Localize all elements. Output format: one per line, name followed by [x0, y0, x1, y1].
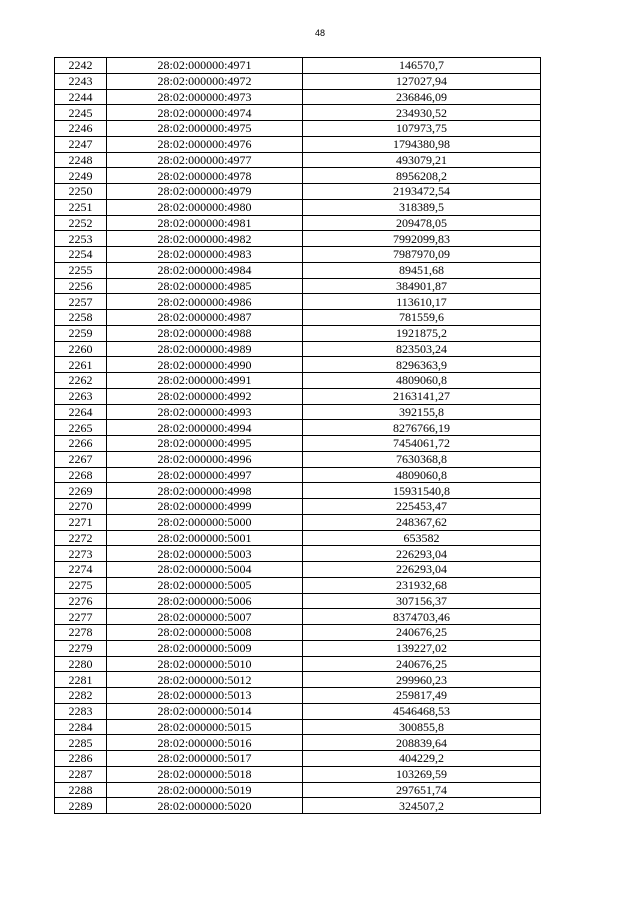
cadastral-number-cell: 28:02:000000:4989 — [107, 341, 303, 357]
row-index-cell: 2255 — [55, 262, 107, 278]
row-index-cell: 2249 — [55, 168, 107, 184]
cadastral-number-cell: 28:02:000000:4993 — [107, 404, 303, 420]
cadastral-number-cell: 28:02:000000:5008 — [107, 625, 303, 641]
cadastral-number-cell: 28:02:000000:5005 — [107, 577, 303, 593]
row-index-cell: 2246 — [55, 121, 107, 137]
value-cell: 7454061,72 — [303, 436, 541, 452]
value-cell: 4546468,53 — [303, 703, 541, 719]
cadastral-number-cell: 28:02:000000:5000 — [107, 514, 303, 530]
cadastral-number-cell: 28:02:000000:5016 — [107, 735, 303, 751]
value-cell: 2193472,54 — [303, 184, 541, 200]
row-index-cell: 2288 — [55, 782, 107, 798]
row-index-cell: 2242 — [55, 58, 107, 74]
value-cell: 225453,47 — [303, 499, 541, 515]
table-row — [55, 341, 541, 357]
cadastral-number-cell: 28:02:000000:5006 — [107, 593, 303, 609]
row-index-cell: 2285 — [55, 735, 107, 751]
value-cell: 7992099,83 — [303, 231, 541, 247]
row-index-cell: 2275 — [55, 577, 107, 593]
row-index-cell: 2284 — [55, 719, 107, 735]
value-cell: 103269,59 — [303, 766, 541, 782]
table-row — [55, 546, 541, 562]
value-cell: 113610,17 — [303, 294, 541, 310]
table-row — [55, 609, 541, 625]
cadastral-table — [54, 57, 541, 814]
value-cell: 8374703,46 — [303, 609, 541, 625]
value-cell: 653582 — [303, 530, 541, 546]
table-row — [55, 656, 541, 672]
row-index-cell: 2271 — [55, 514, 107, 530]
row-index-cell: 2289 — [55, 798, 107, 814]
cadastral-number-cell: 28:02:000000:4994 — [107, 420, 303, 436]
row-index-cell: 2259 — [55, 325, 107, 341]
row-index-cell: 2244 — [55, 89, 107, 105]
value-cell: 7987970,09 — [303, 247, 541, 263]
data-table-container — [54, 57, 541, 814]
value-cell: 299960,23 — [303, 672, 541, 688]
row-index-cell: 2254 — [55, 247, 107, 263]
table-row — [55, 247, 541, 263]
cadastral-number-cell: 28:02:000000:4972 — [107, 73, 303, 89]
value-cell: 15931540,8 — [303, 483, 541, 499]
cadastral-number-cell: 28:02:000000:4981 — [107, 215, 303, 231]
row-index-cell: 2252 — [55, 215, 107, 231]
table-row — [55, 373, 541, 389]
table-row — [55, 420, 541, 436]
row-index-cell: 2287 — [55, 766, 107, 782]
cadastral-number-cell: 28:02:000000:4996 — [107, 451, 303, 467]
cadastral-number-cell: 28:02:000000:5007 — [107, 609, 303, 625]
table-row — [55, 483, 541, 499]
table-row — [55, 593, 541, 609]
cadastral-number-cell: 28:02:000000:5010 — [107, 656, 303, 672]
row-index-cell: 2257 — [55, 294, 107, 310]
table-row — [55, 719, 541, 735]
cadastral-number-cell: 28:02:000000:4986 — [107, 294, 303, 310]
value-cell: 493079,21 — [303, 152, 541, 168]
value-cell: 234930,52 — [303, 105, 541, 121]
value-cell: 823503,24 — [303, 341, 541, 357]
cadastral-number-cell: 28:02:000000:4977 — [107, 152, 303, 168]
table-row — [55, 514, 541, 530]
table-row — [55, 798, 541, 814]
value-cell: 1921875,2 — [303, 325, 541, 341]
row-index-cell: 2273 — [55, 546, 107, 562]
table-row — [55, 325, 541, 341]
table-row — [55, 735, 541, 751]
table-row — [55, 105, 541, 121]
value-cell: 208839,64 — [303, 735, 541, 751]
row-index-cell: 2250 — [55, 184, 107, 200]
row-index-cell: 2243 — [55, 73, 107, 89]
table-row — [55, 310, 541, 326]
cadastral-number-cell: 28:02:000000:5009 — [107, 640, 303, 656]
table-row — [55, 152, 541, 168]
row-index-cell: 2265 — [55, 420, 107, 436]
row-index-cell: 2260 — [55, 341, 107, 357]
value-cell: 8296363,9 — [303, 357, 541, 373]
cadastral-number-cell: 28:02:000000:4988 — [107, 325, 303, 341]
value-cell: 8956208,2 — [303, 168, 541, 184]
row-index-cell: 2267 — [55, 451, 107, 467]
table-row — [55, 451, 541, 467]
value-cell: 107973,75 — [303, 121, 541, 137]
cadastral-number-cell: 28:02:000000:5018 — [107, 766, 303, 782]
value-cell: 146570,7 — [303, 58, 541, 74]
table-row — [55, 436, 541, 452]
table-row — [55, 215, 541, 231]
cadastral-number-cell: 28:02:000000:4998 — [107, 483, 303, 499]
table-row — [55, 357, 541, 373]
cadastral-number-cell: 28:02:000000:4973 — [107, 89, 303, 105]
row-index-cell: 2251 — [55, 199, 107, 215]
table-row — [55, 294, 541, 310]
table-row — [55, 388, 541, 404]
row-index-cell: 2256 — [55, 278, 107, 294]
table-row — [55, 530, 541, 546]
row-index-cell: 2248 — [55, 152, 107, 168]
table-row — [55, 499, 541, 515]
cadastral-number-cell: 28:02:000000:4980 — [107, 199, 303, 215]
table-row — [55, 625, 541, 641]
table-row — [55, 751, 541, 767]
value-cell: 226293,04 — [303, 562, 541, 578]
cadastral-number-cell: 28:02:000000:5013 — [107, 688, 303, 704]
table-row — [55, 168, 541, 184]
value-cell: 139227,02 — [303, 640, 541, 656]
row-index-cell: 2282 — [55, 688, 107, 704]
table-row — [55, 688, 541, 704]
table-row — [55, 577, 541, 593]
row-index-cell: 2261 — [55, 357, 107, 373]
value-cell: 89451,68 — [303, 262, 541, 278]
table-row — [55, 58, 541, 74]
value-cell: 781559,6 — [303, 310, 541, 326]
row-index-cell: 2276 — [55, 593, 107, 609]
cadastral-number-cell: 28:02:000000:4984 — [107, 262, 303, 278]
table-row — [55, 467, 541, 483]
value-cell: 4809060,8 — [303, 373, 541, 389]
table-row — [55, 199, 541, 215]
cadastral-number-cell: 28:02:000000:5019 — [107, 782, 303, 798]
table-row — [55, 89, 541, 105]
row-index-cell: 2253 — [55, 231, 107, 247]
row-index-cell: 2274 — [55, 562, 107, 578]
row-index-cell: 2266 — [55, 436, 107, 452]
row-index-cell: 2278 — [55, 625, 107, 641]
row-index-cell: 2264 — [55, 404, 107, 420]
value-cell: 209478,05 — [303, 215, 541, 231]
value-cell: 1794380,98 — [303, 136, 541, 152]
cadastral-number-cell: 28:02:000000:4975 — [107, 121, 303, 137]
value-cell: 226293,04 — [303, 546, 541, 562]
value-cell: 4809060,8 — [303, 467, 541, 483]
value-cell: 297651,74 — [303, 782, 541, 798]
cadastral-number-cell: 28:02:000000:4987 — [107, 310, 303, 326]
cadastral-number-cell: 28:02:000000:5012 — [107, 672, 303, 688]
cadastral-number-cell: 28:02:000000:4985 — [107, 278, 303, 294]
value-cell: 307156,37 — [303, 593, 541, 609]
value-cell: 7630368,8 — [303, 451, 541, 467]
row-index-cell: 2258 — [55, 310, 107, 326]
cadastral-number-cell: 28:02:000000:5001 — [107, 530, 303, 546]
cadastral-number-cell: 28:02:000000:4982 — [107, 231, 303, 247]
cadastral-number-cell: 28:02:000000:5017 — [107, 751, 303, 767]
value-cell: 8276766,19 — [303, 420, 541, 436]
value-cell: 404229,2 — [303, 751, 541, 767]
row-index-cell: 2247 — [55, 136, 107, 152]
cadastral-number-cell: 28:02:000000:5004 — [107, 562, 303, 578]
row-index-cell: 2263 — [55, 388, 107, 404]
table-row — [55, 278, 541, 294]
table-body — [55, 58, 541, 814]
value-cell: 2163141,27 — [303, 388, 541, 404]
row-index-cell: 2245 — [55, 105, 107, 121]
row-index-cell: 2286 — [55, 751, 107, 767]
row-index-cell: 2279 — [55, 640, 107, 656]
table-row — [55, 766, 541, 782]
value-cell: 384901,87 — [303, 278, 541, 294]
cadastral-number-cell: 28:02:000000:4995 — [107, 436, 303, 452]
row-index-cell: 2277 — [55, 609, 107, 625]
row-index-cell: 2269 — [55, 483, 107, 499]
cadastral-number-cell: 28:02:000000:4976 — [107, 136, 303, 152]
page-number: 48 — [314, 28, 325, 38]
cadastral-number-cell: 28:02:000000:4978 — [107, 168, 303, 184]
value-cell: 240676,25 — [303, 625, 541, 641]
table-row — [55, 562, 541, 578]
row-index-cell: 2272 — [55, 530, 107, 546]
cadastral-number-cell: 28:02:000000:5014 — [107, 703, 303, 719]
row-index-cell: 2262 — [55, 373, 107, 389]
value-cell: 127027,94 — [303, 73, 541, 89]
row-index-cell: 2268 — [55, 467, 107, 483]
table-row — [55, 703, 541, 719]
cadastral-number-cell: 28:02:000000:5015 — [107, 719, 303, 735]
table-row — [55, 782, 541, 798]
cadastral-number-cell: 28:02:000000:5020 — [107, 798, 303, 814]
cadastral-number-cell: 28:02:000000:5003 — [107, 546, 303, 562]
row-index-cell: 2283 — [55, 703, 107, 719]
cadastral-number-cell: 28:02:000000:4992 — [107, 388, 303, 404]
value-cell: 300855,8 — [303, 719, 541, 735]
value-cell: 259817,49 — [303, 688, 541, 704]
table-row — [55, 73, 541, 89]
table-row — [55, 231, 541, 247]
table-row — [55, 136, 541, 152]
table-row — [55, 262, 541, 278]
cadastral-number-cell: 28:02:000000:4999 — [107, 499, 303, 515]
value-cell: 248367,62 — [303, 514, 541, 530]
table-row — [55, 121, 541, 137]
cadastral-number-cell: 28:02:000000:4979 — [107, 184, 303, 200]
value-cell: 318389,5 — [303, 199, 541, 215]
value-cell: 231932,68 — [303, 577, 541, 593]
row-index-cell: 2280 — [55, 656, 107, 672]
table-row — [55, 184, 541, 200]
cadastral-number-cell: 28:02:000000:4991 — [107, 373, 303, 389]
value-cell: 236846,09 — [303, 89, 541, 105]
table-row — [55, 404, 541, 420]
cadastral-number-cell: 28:02:000000:4997 — [107, 467, 303, 483]
table-row — [55, 672, 541, 688]
cadastral-number-cell: 28:02:000000:4971 — [107, 58, 303, 74]
value-cell: 392155,8 — [303, 404, 541, 420]
cadastral-number-cell: 28:02:000000:4974 — [107, 105, 303, 121]
row-index-cell: 2281 — [55, 672, 107, 688]
value-cell: 240676,25 — [303, 656, 541, 672]
value-cell: 324507,2 — [303, 798, 541, 814]
row-index-cell: 2270 — [55, 499, 107, 515]
cadastral-number-cell: 28:02:000000:4983 — [107, 247, 303, 263]
cadastral-number-cell: 28:02:000000:4990 — [107, 357, 303, 373]
table-row — [55, 640, 541, 656]
